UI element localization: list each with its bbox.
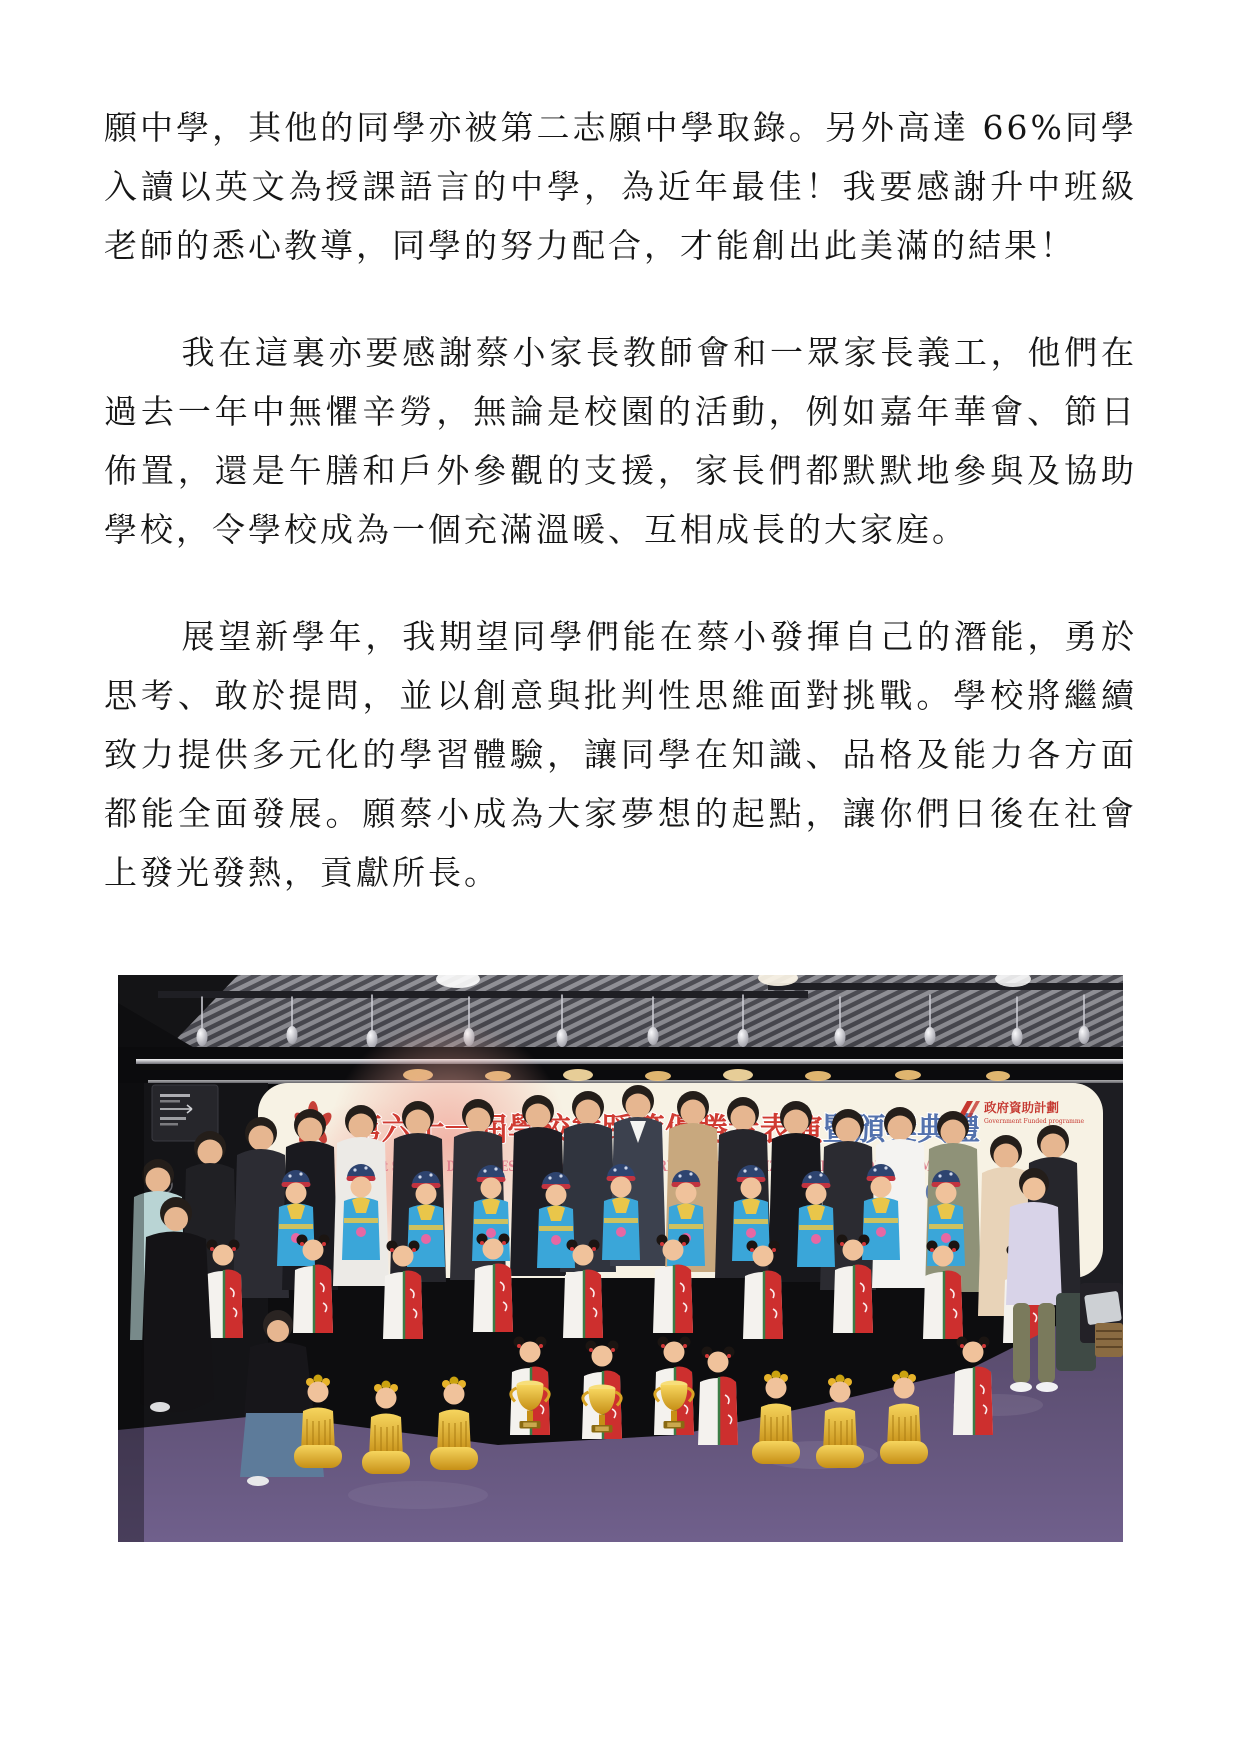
banner-subtitle-en: PERFORMANCE [617,1159,713,1175]
group-photo-illustration [118,975,1123,1542]
paragraph-1: 願中學，其他的同學亦被第二志願中學取錄。另外高達 66%同學入讀以英文為授課語言的中學，為近年最佳！我要感謝升中班級老師的悉心教導，同學的努力配合，才能創出此美滿的結果！ [104,108,1137,265]
paragraph-2: 我在這裏亦要感謝蔡小家長教師會和一眾家長義工，他們在過去一年中無懼辛勞，無論是校園的活動，例如嘉年華會、節日佈置，還是午膳和戶外參觀的支援，家長們都默默地參與及協助學校，令學校成為一個充滿溫暖、互相成長的大家庭。 [104,333,1137,549]
group-photo [118,975,1123,1542]
svg-text:Government Funded programme: Government Funded programme [984,1118,1085,1125]
wicker-basket [1095,1323,1123,1357]
svg-text:政府資助計劃: 政府資助計劃 [984,1100,1060,1115]
vignette [118,1083,144,1542]
ceiling [118,975,1123,1053]
body-text [104,98,1137,950]
paragraph-3: 展望新學年，我期望同學們能在蔡小發揮自己的潛能，勇於思考、敢於提問，並以創意與批判性思維面對挑戰。學校將繼續致力提供多元化的學習體驗，讓同學在知識、品格及能力各方面都能全面發展。願蔡小成為大家夢想的起點，讓你們日後在社會上發光發熱，貢獻所長。 [104,617,1137,892]
